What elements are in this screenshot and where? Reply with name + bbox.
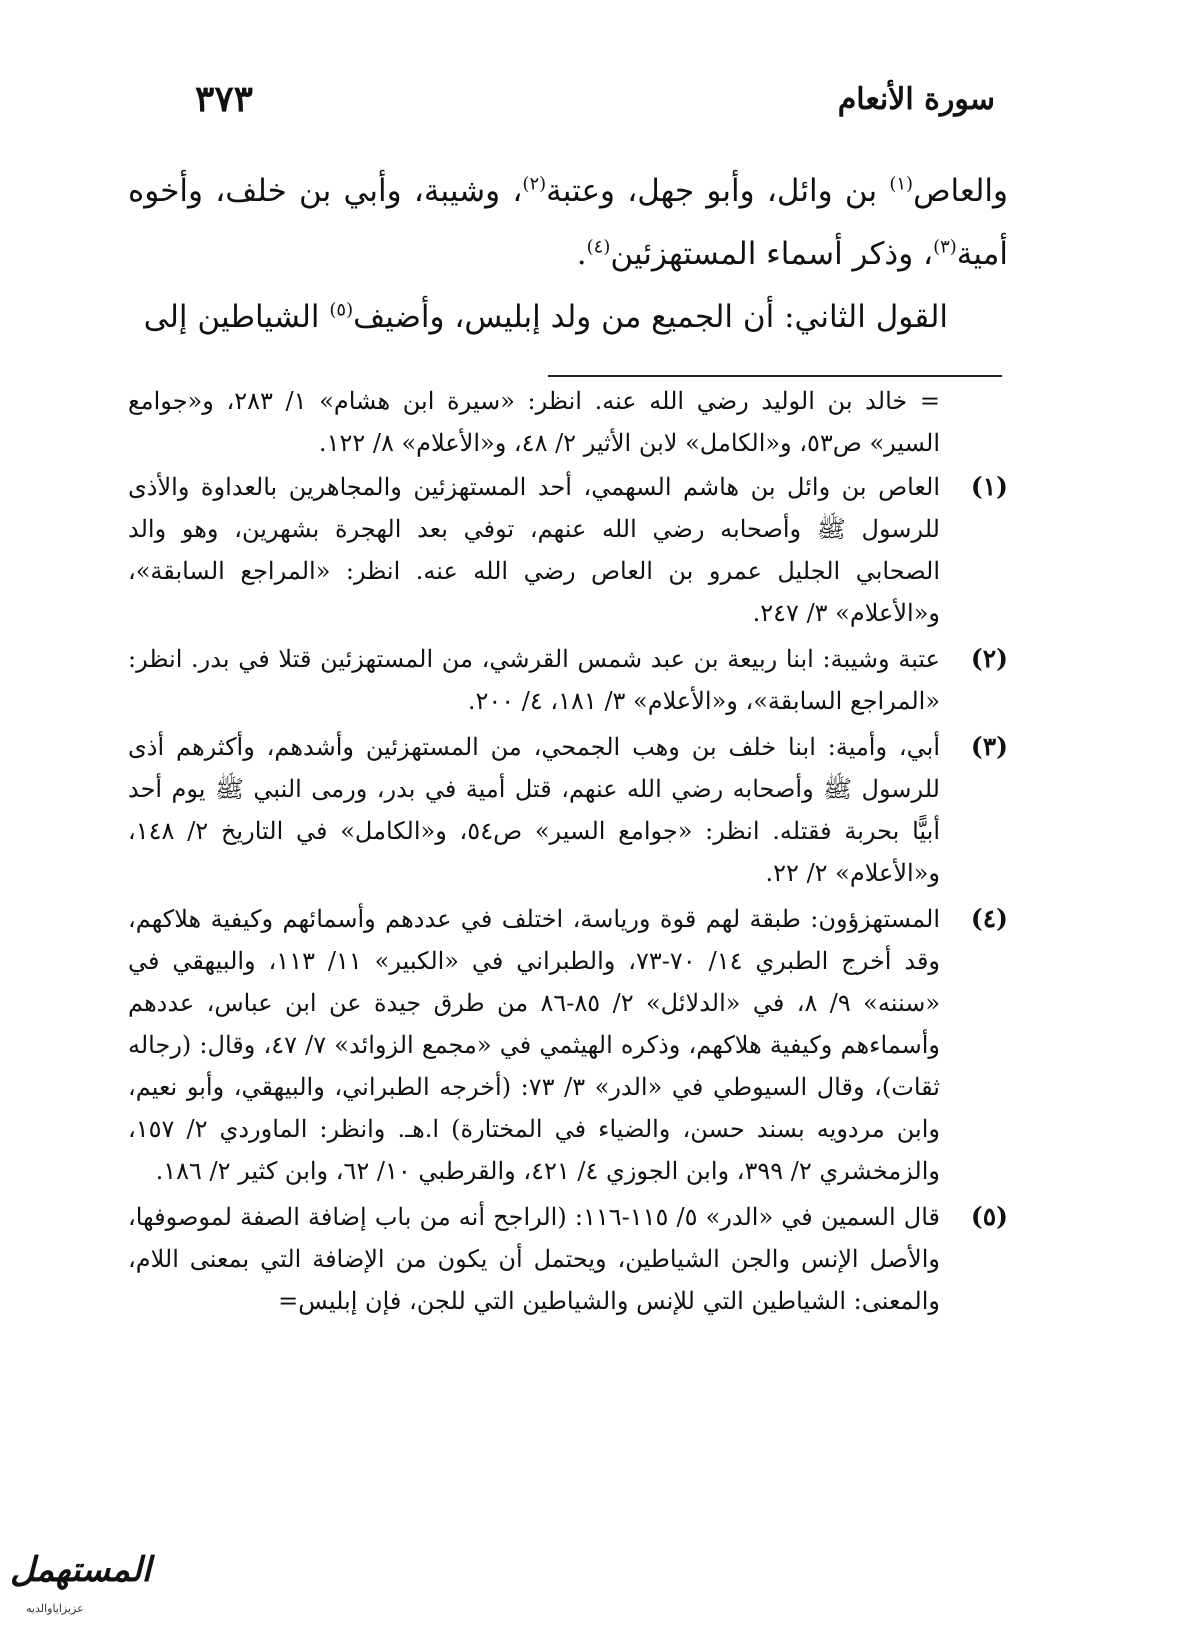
footnote-divider <box>548 375 1002 377</box>
footnote-4 <box>128 898 1008 1192</box>
page-number: ٣٧٣ <box>195 78 254 120</box>
footnote-text: العاص بن وائل بن هاشم السهمي، أحد المستهزئين والمجاهرين بالعداوة والأذى للرسول ﷺ وأصحابه رضي الله عنهم، توفي بعد الهجرة بشهرين، وهو والد الصحابي الجليل عمرو بن العاص رضي الله عنه. انظر: «المراجع السابقة»، و«الأعلام» ٣/ ٢٤٧. <box>128 473 940 627</box>
footnote-1 <box>128 466 1008 634</box>
main-text-segment: ، وشيبة، وأبي بن خلف، وأخوه أمية <box>128 173 1008 272</box>
footnote-2 <box>128 638 1008 722</box>
footnote-ref-1[interactable]: (١) <box>889 173 914 195</box>
footnote-number: (٢) <box>970 644 1008 673</box>
stamp-logo-text: المستهمل <box>10 1550 152 1590</box>
main-text-segment: الشياطين إلى <box>143 299 330 335</box>
stamp-subtitle: عزيزاياوالديه <box>26 1602 84 1615</box>
footnote-text: أبي، وأمية: ابنا خلف بن وهب الجمحي، من المستهزئين وأشدهم، وأكثرهم أذى للرسول ﷺ وأصحابه رضي الله عنهم، قتل أمية في بدر، ورمى النبي ﷺ يوم أحد أبيًّا بحربة فقتله. انظر: «جوامع السير» ص٥٤، و«الكامل» في التاريخ ٢/ ١٤٨، و«الأعلام» ٢/ ٢٢. <box>128 733 940 887</box>
main-text <box>128 160 1008 349</box>
main-paragraph-2 <box>128 286 1008 349</box>
footnote-continuation: = خالد بن الوليد رضي الله عنه. انظر: «سيرة ابن هشام» ١/ ٢٨٣، و«جوامع السير» ص٥٣، و«الكامل» لابن الأثير ٢/ ٤٨، و«الأعلام» ٨/ ١٢٢. <box>128 387 940 457</box>
footnote-5 <box>128 1196 1008 1322</box>
footnote-ref-2[interactable]: (٢) <box>522 173 547 195</box>
footnotes-section <box>128 380 1008 1326</box>
main-text-segment: القول الثاني: أن الجميع من ولد إبليس، وأضيف <box>353 299 948 335</box>
footnote-number: (٣) <box>970 732 1008 761</box>
footnote-ref-3[interactable]: (٣) <box>933 236 957 258</box>
footnote-number: (٥) <box>970 1202 1008 1231</box>
watermark-stamp <box>6 1550 152 1632</box>
footnote-text: عتبة وشيبة: ابنا ربيعة بن عبد شمس القرشي، من المستهزئين قتلا في بدر. انظر: «المراجع السابقة»، و«الأعلام» ٣/ ١٨١، ٤/ ٢٠٠. <box>128 645 940 715</box>
footnote-text: المستهزؤون: طبقة لهم قوة ورياسة، اختلف في عددهم وأسمائهم وكيفية هلاكهم، وقد أخرج الطبري ١٤/ ٧٠-٧٣، والطبراني في «الكبير» ١١/ ١١٣، والبيهقي في «سننه» ٩/ ٨، في «الدلائل» ٢/ ٨٥-٨٦ من طرق جيدة عن ابن عباس، عددهم وأسماءهم وكيفية هلاكهم، وذكره الهيثمي في «مجمع الزوائد» ٧/ ٤٧، وقال: (رجاله ثقات)، وقال السيوطي في «الدر» ٣/ ٧٣: (أخرجه الطبراني، والبيهقي، وأبو نعيم، وابن مردويه بسند حسن، والضياء في المختارة) ا.هـ. وانظر: الماوردي ٢/ ١٥٧، والزمخشري ٢/ ٣٩٩، وابن الجوزي ٤/ ٤٢١، والقرطبي ١٠/ ٦٢، وابن كثير ٢/ ١٨٦. <box>128 905 941 1185</box>
main-paragraph-1 <box>128 160 1008 286</box>
footnote-text: قال السمين في «الدر» ٥/ ١١٥-١١٦: (الراجح أنه من باب إضافة الصفة لموصوفها، والأصل الإنس والجن الشياطين، ويحتمل أن يكون من الإضافة التي بمعنى اللام، والمعنى: الشياطين التي للإنس والشياطين التي للجن، فإن إبليس= <box>128 1203 941 1315</box>
footnote-ref-5[interactable]: (٥) <box>329 299 354 321</box>
page-header <box>195 78 995 132</box>
main-text-segment: بن وائل، وأبو جهل، وعتبة <box>546 173 890 209</box>
surah-title: سورة الأنعام <box>837 82 995 117</box>
main-text-segment: ، وذكر أسماء المستهزئين <box>610 236 934 272</box>
main-text-segment: والعاص <box>913 173 1008 209</box>
main-text-segment: . <box>576 236 587 272</box>
footnote-number: (١) <box>970 472 1008 501</box>
footnote-ref-4[interactable]: (٤) <box>586 236 611 258</box>
footnote-number: (٤) <box>970 904 1008 933</box>
footnote-3 <box>128 726 1008 894</box>
